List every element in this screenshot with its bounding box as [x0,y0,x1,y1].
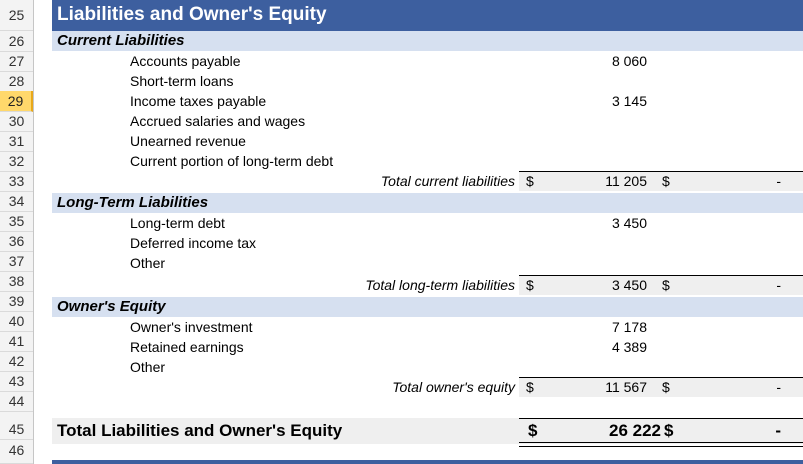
bottom-border-bar [52,460,803,464]
currency-symbol: $ [526,173,534,189]
table-row[interactable] [34,213,803,233]
total-value: 11 205 [605,173,647,189]
empty-dash: - [776,379,781,395]
table-row[interactable] [34,151,803,171]
row-label: Owner's investment [130,319,253,335]
empty-dash: - [776,173,781,189]
table-row[interactable] [34,337,803,357]
row-label: Other [130,359,166,375]
row-number[interactable]: 42 [0,351,33,372]
currency-symbol: $ [662,379,670,395]
total-value: 3 450 [611,277,647,293]
row-number[interactable]: 41 [0,331,33,352]
total-row-equity[interactable] [34,377,803,397]
currency-symbol: $ [662,277,670,293]
row-number[interactable]: 39 [0,291,33,312]
row-number[interactable]: 38 [0,271,33,292]
table-row[interactable] [34,233,803,253]
row-number[interactable]: 34 [0,191,33,212]
row-number[interactable]: 33 [0,171,33,192]
total-row-current[interactable] [34,171,803,191]
row-number[interactable]: 44 [0,391,33,412]
row-number[interactable]: 37 [0,251,33,272]
currency-symbol: $ [526,379,534,395]
currency-symbol: $ [528,421,538,440]
row-number[interactable]: 32 [0,151,33,172]
total-border [519,377,803,378]
row-number[interactable]: 30 [0,111,33,132]
table-row[interactable] [34,357,803,377]
total-border [519,171,803,172]
row-number[interactable]: 27 [0,51,33,72]
table-row[interactable] [34,91,803,111]
total-border [519,275,803,276]
row-value: 7 178 [611,319,647,335]
row-label: Unearned revenue [130,133,246,149]
row-value: 3 450 [611,215,647,231]
row-header-column[interactable] [0,0,34,464]
grand-total-row[interactable] [52,418,803,444]
total-label: Total owner's equity [392,379,515,395]
currency-symbol: $ [662,173,670,189]
row-label: Retained earnings [130,339,244,355]
table-row[interactable] [34,111,803,131]
table-row[interactable] [34,51,803,71]
table-row[interactable] [34,317,803,337]
row-number[interactable]: 28 [0,71,33,92]
section-title[interactable]: Liabilities and Owner's Equity [52,0,803,31]
row-label: Accounts payable [130,53,241,69]
total-value: 11 567 [605,379,647,395]
row-number[interactable]: 25 [0,0,33,31]
row-value: 8 060 [611,53,647,69]
spreadsheet-grid[interactable] [34,0,803,464]
empty-dash: - [775,421,781,440]
grand-total-double-underline [519,442,803,447]
row-value: 4 389 [611,339,647,355]
currency-symbol: $ [664,421,674,440]
row-label: Deferred income tax [130,235,257,251]
row-number[interactable]: 35 [0,211,33,232]
total-label: Total current liabilities [380,173,515,189]
row-number[interactable]: 46 [0,440,33,464]
row-label: Current portion of long-term debt [130,153,334,169]
row-number[interactable]: 26 [0,31,33,52]
section-header-current[interactable]: Current Liabilities [52,31,803,51]
row-number-selected[interactable]: 29 [0,91,33,112]
row-number[interactable]: 45 [0,411,33,440]
total-row-longterm[interactable] [34,275,803,295]
row-number[interactable]: 31 [0,131,33,152]
row-number[interactable]: 40 [0,311,33,332]
row-label: Income taxes payable [130,93,267,109]
row-label: Short-term loans [130,73,234,89]
total-label: Total long-term liabilities [365,277,515,293]
table-row[interactable] [34,131,803,151]
row-value: 3 145 [611,93,647,109]
section-header-longterm[interactable]: Long-Term Liabilities [52,193,803,213]
row-number[interactable]: 36 [0,231,33,252]
row-label: Accrued salaries and wages [130,113,306,129]
table-row[interactable] [34,253,803,273]
grand-total-top-border [519,418,803,419]
grand-total-value: 26 222 [609,421,661,440]
empty-dash: - [776,277,781,293]
currency-symbol: $ [526,277,534,293]
row-label: Other [130,255,166,271]
table-row[interactable] [34,71,803,91]
row-number[interactable]: 43 [0,371,33,392]
grand-total-label: Total Liabilities and Owner's Equity [57,421,343,440]
row-label: Long-term debt [130,215,225,231]
section-header-equity[interactable]: Owner's Equity [52,297,803,317]
